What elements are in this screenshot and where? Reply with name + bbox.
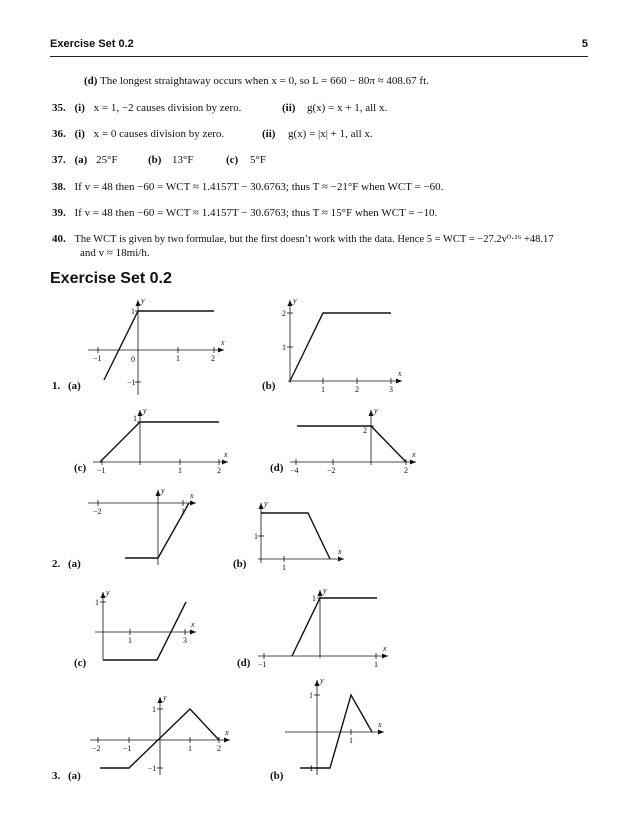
tick-label: −2	[93, 507, 102, 516]
tick-label: 1	[176, 354, 180, 363]
tick-label: 1	[282, 563, 286, 572]
tick-label: 1	[128, 636, 132, 645]
graph-2d	[258, 590, 388, 659]
function-curve	[292, 598, 377, 656]
x-axis-label: x	[412, 450, 416, 459]
answer-text: g(x) = x + 1, all x.	[307, 102, 388, 114]
x-axis-label: x	[378, 720, 382, 729]
graph-1d	[290, 410, 416, 465]
y-axis-label: y	[161, 486, 165, 495]
y-axis-label: y	[106, 588, 110, 597]
answer-part-label: (i)	[74, 102, 85, 114]
answer-part-label: (ii)	[262, 128, 276, 140]
graph-2c	[95, 592, 196, 660]
y-axis-label: y	[163, 693, 167, 702]
tick-label: −1	[123, 744, 132, 753]
answer-part-label: (ii)	[282, 102, 296, 114]
figure-1b-label: (b)	[262, 380, 276, 392]
x-axis-label: x	[383, 644, 387, 653]
answer-text: 25°F	[96, 154, 118, 166]
y-axis-label: y	[264, 499, 268, 508]
graph-2a	[88, 490, 196, 565]
tick-label: 1	[178, 466, 182, 475]
function-curve	[100, 709, 219, 768]
problem-number: 36.	[52, 128, 66, 140]
tick-label: −1	[258, 660, 267, 669]
figure-part-label: (a)	[68, 558, 81, 570]
answer-text: The longest straightaway occurs when x = 0, so L = 660 − 80π ≈ 408.67 ft.	[100, 75, 429, 87]
graph-2b	[258, 503, 344, 563]
x-axis-label: x	[190, 491, 194, 500]
tick-label: 1	[309, 691, 313, 700]
header-section-title: Exercise Set 0.2	[50, 38, 134, 50]
figure-part-label: (a)	[68, 380, 81, 392]
tick-label: 1	[321, 385, 325, 394]
x-axis-label: x	[191, 620, 195, 629]
tick-label: 1	[282, 343, 286, 352]
x-axis-label: x	[221, 338, 225, 347]
graph-1a	[88, 300, 224, 395]
tick-label: −1	[93, 354, 102, 363]
answer-text: and v ≈ 18mi/h.	[80, 247, 150, 259]
answer-part-label: (i)	[74, 128, 85, 140]
graph-3b	[285, 680, 384, 775]
tick-label: 1	[188, 744, 192, 753]
tick-label: 2	[211, 354, 215, 363]
tick-label: −2	[327, 466, 336, 475]
answer-text: x = 0 causes division by zero.	[93, 128, 225, 140]
function-curve	[300, 695, 372, 768]
x-axis-label: x	[225, 728, 229, 737]
tick-label: −1	[148, 764, 157, 773]
y-axis-label: y	[143, 406, 147, 415]
page-number: 5	[581, 38, 588, 50]
tick-label: −1	[305, 764, 314, 773]
figure-1d-label: (d)	[270, 462, 284, 474]
function-curve	[290, 313, 391, 381]
tick-label: 1	[181, 507, 185, 516]
graph-3a	[90, 697, 230, 775]
tick-label: 1	[133, 414, 137, 423]
function-curve	[104, 311, 214, 380]
tick-label: 1	[349, 736, 353, 745]
figure-part-label: (a)	[68, 770, 81, 782]
function-curve	[100, 422, 219, 462]
x-axis-label: x	[224, 450, 228, 459]
problem-number: 40.	[52, 233, 66, 245]
tick-label: 2	[282, 309, 286, 318]
tick-label: 1	[254, 532, 258, 541]
answer-text: g(x) = |x| + 1, all x.	[288, 128, 373, 140]
problem-number: 2.	[52, 558, 61, 570]
tick-label: −1	[127, 378, 136, 387]
tick-label: 2	[217, 744, 221, 753]
answer-text: If v = 48 then −60 = WCT ≈ 1.4157T − 30.6763; thus T ≈ −21°F when WCT = −60.	[74, 181, 444, 193]
y-axis-label: y	[323, 586, 327, 595]
y-axis-label: y	[374, 406, 378, 415]
function-curve	[297, 426, 406, 462]
problem-number: 38.	[52, 181, 66, 193]
answer-part-label: (d)	[84, 75, 98, 87]
function-curve	[261, 513, 330, 559]
answer-text: The WCT is given by two formulae, but the first doesn’t work with the data. Hence 5 = WCT = −27.2v⁰·¹⁶ +48.17	[74, 234, 554, 245]
tick-label: 2	[355, 385, 359, 394]
tick-label: 2	[404, 466, 408, 475]
tick-label: 0	[131, 355, 135, 364]
tick-label: 2	[363, 426, 367, 435]
tick-label: −4	[290, 466, 299, 475]
figure-1c-label: (c)	[74, 462, 87, 474]
graph-1b	[287, 300, 402, 384]
figure-2b-label: (b)	[233, 558, 247, 570]
tick-label: −2	[92, 744, 101, 753]
problem-number: 39.	[52, 207, 66, 219]
function-curve	[125, 503, 189, 558]
graph-1c	[93, 410, 228, 465]
answer-text: 13°F	[172, 154, 194, 166]
problem-number: 35.	[52, 102, 66, 114]
answer-text: If v = 48 then −60 = WCT ≈ 1.4157T − 30.6763; thus T ≈ 15°F when WCT = −10.	[74, 207, 438, 219]
y-axis-label: y	[141, 296, 145, 305]
function-curve	[103, 602, 186, 660]
section-heading: Exercise Set 0.2	[50, 270, 172, 287]
tick-label: 3	[389, 385, 393, 394]
x-axis-label: x	[338, 547, 342, 556]
tick-label: 1	[95, 598, 99, 607]
tick-label: 3	[183, 636, 187, 645]
tick-label: 1	[374, 660, 378, 669]
y-axis-label: y	[293, 296, 297, 305]
answer-part-label: (c)	[226, 154, 239, 166]
problem-number: 3.	[52, 770, 61, 782]
answer-text: x = 1, −2 causes division by zero.	[93, 102, 242, 114]
figure-2d-label: (d)	[237, 657, 251, 669]
problem-number: 37.	[52, 154, 66, 166]
x-axis-label: x	[398, 369, 402, 378]
tick-label: 1	[312, 594, 316, 603]
tick-label: 1	[131, 307, 135, 316]
tick-label: 2	[217, 466, 221, 475]
answer-part-label: (b)	[148, 154, 162, 166]
y-axis-label: y	[320, 676, 324, 685]
figure-3b-label: (b)	[270, 770, 284, 782]
figure-2c-label: (c)	[74, 657, 87, 669]
answer-part-label: (a)	[74, 154, 88, 166]
answer-text: 5°F	[250, 154, 267, 166]
problem-number: 1.	[52, 380, 61, 392]
tick-label: 1	[152, 705, 156, 714]
tick-label: −1	[97, 466, 106, 475]
